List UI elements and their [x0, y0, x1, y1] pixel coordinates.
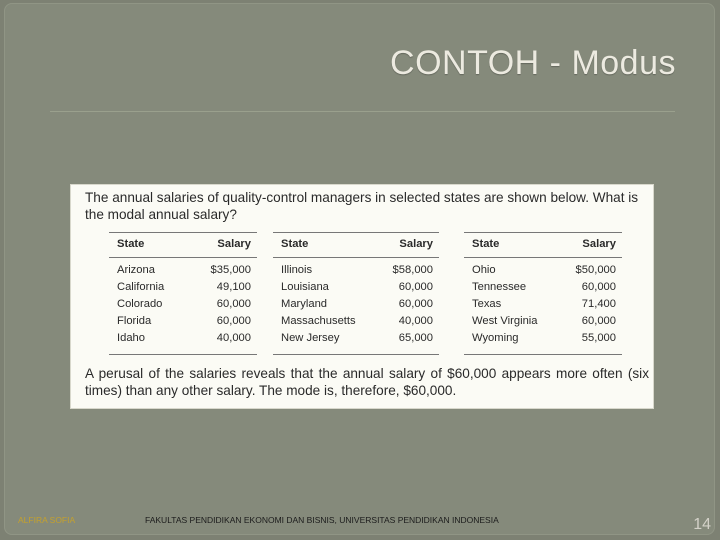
cell-salary: 55,000: [581, 332, 616, 344]
title-divider: [50, 111, 675, 112]
cell-salary: 60,000: [581, 281, 616, 293]
salary-table-1: [109, 232, 257, 355]
table-row: [109, 263, 257, 280]
cell-salary: 60,000: [581, 315, 616, 327]
cell-salary: 40,000: [398, 315, 433, 327]
cell-state: Ohio: [472, 264, 496, 276]
table-header: [464, 232, 622, 258]
header-state: State: [472, 238, 500, 250]
cell-state: Florida: [117, 315, 152, 327]
footer-author: ALFIRA SOFIA: [18, 515, 76, 525]
header-state: State: [117, 238, 145, 250]
cell-salary: 60,000: [216, 315, 251, 327]
cell-state: Wyoming: [472, 332, 519, 344]
cell-salary: $50,000: [575, 264, 616, 276]
table-row: [273, 314, 439, 331]
question-text: The annual salaries of quality-control managers in selected states are shown below. What is the modal annual salary?: [85, 190, 639, 222]
table-row: [109, 280, 257, 297]
cell-state: Louisiana: [281, 281, 329, 293]
header-salary: Salary: [399, 238, 433, 250]
table-row: [464, 331, 622, 348]
cell-state: Tennessee: [472, 281, 527, 293]
cell-salary: 65,000: [398, 332, 433, 344]
page-number: 14: [693, 516, 711, 533]
table-row: [464, 280, 622, 297]
cell-salary: 71,400: [581, 298, 616, 310]
header-salary: Salary: [217, 238, 251, 250]
slide-title: CONTOH - Modus: [390, 44, 676, 82]
table-row: [273, 297, 439, 314]
table-body: [273, 258, 439, 355]
table-row: [109, 297, 257, 314]
cell-salary: $58,000: [392, 264, 433, 276]
table-row: [273, 280, 439, 297]
cell-state: Illinois: [281, 264, 313, 276]
table-body: [109, 258, 257, 355]
header-salary: Salary: [582, 238, 616, 250]
table-row: [109, 331, 257, 348]
cell-salary: $35,000: [210, 264, 251, 276]
cell-state: West Virginia: [472, 315, 538, 327]
example-panel: [71, 185, 653, 408]
table-body: [464, 258, 622, 355]
cell-state: New Jersey: [281, 332, 340, 344]
salary-table-3: [464, 232, 622, 355]
header-state: State: [281, 238, 309, 250]
cell-state: Arizona: [117, 264, 155, 276]
table-row: [464, 314, 622, 331]
cell-state: Massachusetts: [281, 315, 356, 327]
answer-text: A perusal of the salaries reveals that the annual salary of $60,000 appears more often (six times) than any other salary. The mode is, therefore, $60,000.: [85, 366, 649, 398]
table-row: [464, 297, 622, 314]
cell-state: Colorado: [117, 298, 163, 310]
cell-salary: 49,100: [216, 281, 251, 293]
cell-state: Idaho: [117, 332, 145, 344]
cell-salary: 60,000: [216, 298, 251, 310]
footer-institution: FAKULTAS PENDIDIKAN EKONOMI DAN BISNIS, UNIVERSITAS PENDIDIKAN INDONESIA: [145, 515, 499, 525]
table-row: [464, 263, 622, 280]
cell-state: Maryland: [281, 298, 328, 310]
table-row: [273, 331, 439, 348]
table-row: [109, 314, 257, 331]
table-row: [273, 263, 439, 280]
table-header: [109, 232, 257, 258]
salary-table-2: [273, 232, 439, 355]
cell-state: California: [117, 281, 165, 293]
table-header: [273, 232, 439, 258]
cell-salary: 60,000: [398, 281, 433, 293]
cell-state: Texas: [472, 298, 502, 310]
cell-salary: 60,000: [398, 298, 433, 310]
cell-salary: 40,000: [216, 332, 251, 344]
